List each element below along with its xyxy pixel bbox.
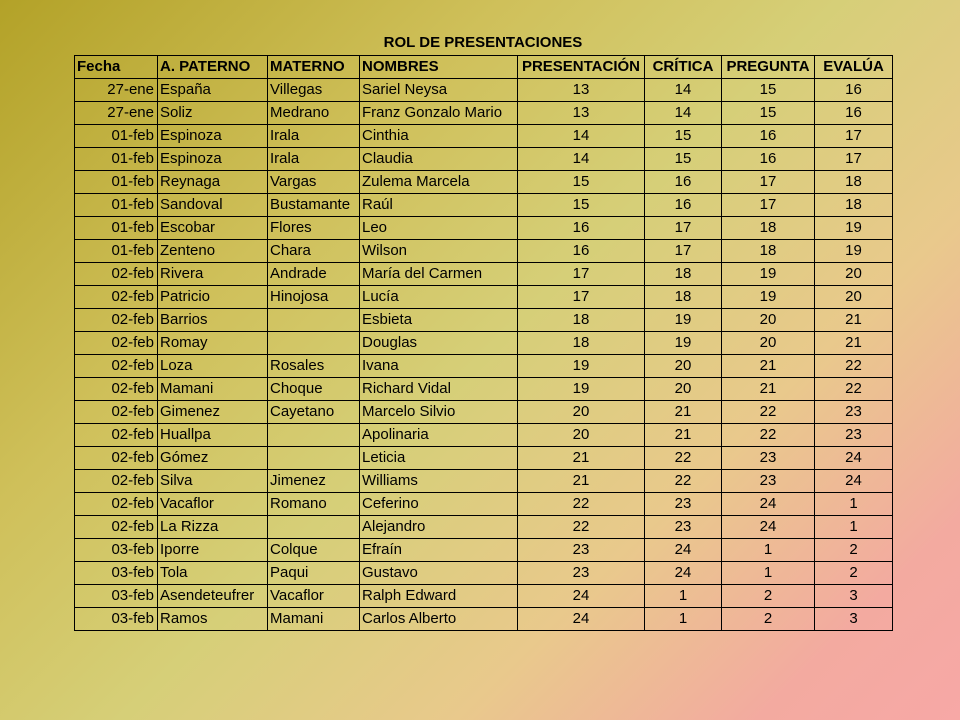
question-cell: 16 — [722, 148, 815, 171]
critique-cell: 17 — [645, 217, 722, 240]
paternal-surname-cell: Escobar — [158, 217, 268, 240]
maternal-surname-cell: Bustamante — [268, 194, 360, 217]
names-cell: Douglas — [360, 332, 518, 355]
date-cell: 01-feb — [75, 125, 158, 148]
maternal-surname-cell: Cayetano — [268, 401, 360, 424]
date-cell: 02-feb — [75, 493, 158, 516]
critique-cell: 21 — [645, 424, 722, 447]
names-cell: Raúl — [360, 194, 518, 217]
table-row — [75, 447, 893, 470]
names-cell: Marcelo Silvio — [360, 401, 518, 424]
table-row — [75, 194, 893, 217]
paternal-surname-cell: Gómez — [158, 447, 268, 470]
table-row — [75, 217, 893, 240]
table-row — [75, 608, 893, 631]
date-cell: 03-feb — [75, 562, 158, 585]
names-cell: Cinthia — [360, 125, 518, 148]
paternal-surname-cell: Espinoza — [158, 125, 268, 148]
evaluates-cell: 22 — [815, 355, 893, 378]
question-cell: 24 — [722, 516, 815, 539]
header-row — [75, 56, 893, 79]
maternal-surname-cell: Paqui — [268, 562, 360, 585]
date-cell: 01-feb — [75, 240, 158, 263]
date-cell: 02-feb — [75, 286, 158, 309]
paternal-surname-cell: Sandoval — [158, 194, 268, 217]
paternal-surname-cell: Silva — [158, 470, 268, 493]
names-cell: Ivana — [360, 355, 518, 378]
presentation-cell: 18 — [518, 332, 645, 355]
maternal-surname-cell: Rosales — [268, 355, 360, 378]
presentation-cell: 14 — [518, 148, 645, 171]
date-cell: 03-feb — [75, 585, 158, 608]
maternal-surname-cell: Vacaflor — [268, 585, 360, 608]
presentation-cell: 21 — [518, 470, 645, 493]
table-row — [75, 148, 893, 171]
critique-cell: 24 — [645, 539, 722, 562]
evaluates-cell: 16 — [815, 102, 893, 125]
date-cell: 03-feb — [75, 539, 158, 562]
critique-cell: 14 — [645, 102, 722, 125]
presentation-cell: 23 — [518, 562, 645, 585]
evaluates-cell: 19 — [815, 217, 893, 240]
paternal-surname-cell: Gimenez — [158, 401, 268, 424]
table-row — [75, 79, 893, 102]
evaluates-cell: 20 — [815, 286, 893, 309]
table-row — [75, 378, 893, 401]
presentation-cell: 20 — [518, 424, 645, 447]
names-cell: Richard Vidal — [360, 378, 518, 401]
date-cell: 01-feb — [75, 217, 158, 240]
paternal-surname-cell: Vacaflor — [158, 493, 268, 516]
date-cell: 01-feb — [75, 194, 158, 217]
maternal-surname-cell — [268, 332, 360, 355]
presentation-cell: 21 — [518, 447, 645, 470]
question-cell: 17 — [722, 171, 815, 194]
critique-cell: 22 — [645, 470, 722, 493]
question-cell: 1 — [722, 562, 815, 585]
question-cell: 23 — [722, 470, 815, 493]
presentation-cell: 13 — [518, 102, 645, 125]
critique-cell: 22 — [645, 447, 722, 470]
names-cell: Claudia — [360, 148, 518, 171]
evaluates-cell: 3 — [815, 608, 893, 631]
critique-cell: 1 — [645, 608, 722, 631]
critique-cell: 17 — [645, 240, 722, 263]
evaluates-cell: 20 — [815, 263, 893, 286]
maternal-surname-cell: Colque — [268, 539, 360, 562]
question-cell: 19 — [722, 263, 815, 286]
question-cell: 20 — [722, 332, 815, 355]
column-header-critica: CRÍTICA — [645, 56, 722, 79]
question-cell: 16 — [722, 125, 815, 148]
maternal-surname-cell: Andrade — [268, 263, 360, 286]
presentation-cell: 17 — [518, 286, 645, 309]
evaluates-cell: 2 — [815, 539, 893, 562]
names-cell: María del Carmen — [360, 263, 518, 286]
paternal-surname-cell: Mamani — [158, 378, 268, 401]
question-cell: 22 — [722, 401, 815, 424]
names-cell: Carlos Alberto — [360, 608, 518, 631]
evaluates-cell: 1 — [815, 493, 893, 516]
date-cell: 03-feb — [75, 608, 158, 631]
evaluates-cell: 17 — [815, 148, 893, 171]
maternal-surname-cell: Villegas — [268, 79, 360, 102]
presentation-cell: 23 — [518, 539, 645, 562]
question-cell: 22 — [722, 424, 815, 447]
column-header-nombres: NOMBRES — [360, 56, 518, 79]
maternal-surname-cell: Vargas — [268, 171, 360, 194]
paternal-surname-cell: Huallpa — [158, 424, 268, 447]
table-row — [75, 102, 893, 125]
maternal-surname-cell — [268, 447, 360, 470]
question-cell: 23 — [722, 447, 815, 470]
column-header-presentacion: PRESENTACIÓN — [518, 56, 645, 79]
column-header-materno: MATERNO — [268, 56, 360, 79]
critique-cell: 19 — [645, 309, 722, 332]
question-cell: 1 — [722, 539, 815, 562]
table-row — [75, 493, 893, 516]
question-cell: 2 — [722, 585, 815, 608]
paternal-surname-cell: Loza — [158, 355, 268, 378]
critique-cell: 14 — [645, 79, 722, 102]
paternal-surname-cell: Iporre — [158, 539, 268, 562]
presentation-cell: 16 — [518, 217, 645, 240]
presentation-cell: 18 — [518, 309, 645, 332]
date-cell: 02-feb — [75, 355, 158, 378]
critique-cell: 20 — [645, 355, 722, 378]
evaluates-cell: 21 — [815, 332, 893, 355]
paternal-surname-cell: Romay — [158, 332, 268, 355]
names-cell: Esbieta — [360, 309, 518, 332]
maternal-surname-cell: Hinojosa — [268, 286, 360, 309]
date-cell: 02-feb — [75, 378, 158, 401]
evaluates-cell: 21 — [815, 309, 893, 332]
maternal-surname-cell: Chara — [268, 240, 360, 263]
critique-cell: 19 — [645, 332, 722, 355]
question-cell: 18 — [722, 240, 815, 263]
paternal-surname-cell: Barrios — [158, 309, 268, 332]
presentation-cell: 15 — [518, 194, 645, 217]
question-cell: 15 — [722, 102, 815, 125]
evaluates-cell: 2 — [815, 562, 893, 585]
evaluates-cell: 3 — [815, 585, 893, 608]
question-cell: 21 — [722, 355, 815, 378]
critique-cell: 15 — [645, 125, 722, 148]
names-cell: Zulema Marcela — [360, 171, 518, 194]
table-row — [75, 355, 893, 378]
critique-cell: 23 — [645, 516, 722, 539]
date-cell: 02-feb — [75, 263, 158, 286]
column-header-evalua: EVALÚA — [815, 56, 893, 79]
paternal-surname-cell: Espinoza — [158, 148, 268, 171]
maternal-surname-cell: Jimenez — [268, 470, 360, 493]
question-cell: 19 — [722, 286, 815, 309]
maternal-surname-cell: Choque — [268, 378, 360, 401]
names-cell: Leo — [360, 217, 518, 240]
names-cell: Efraín — [360, 539, 518, 562]
presentation-cell: 17 — [518, 263, 645, 286]
table-row — [75, 171, 893, 194]
presentation-cell: 13 — [518, 79, 645, 102]
names-cell: Gustavo — [360, 562, 518, 585]
maternal-surname-cell — [268, 424, 360, 447]
names-cell: Alejandro — [360, 516, 518, 539]
presentation-roster-table — [74, 55, 893, 631]
question-cell: 15 — [722, 79, 815, 102]
table-row — [75, 240, 893, 263]
paternal-surname-cell: Rivera — [158, 263, 268, 286]
paternal-surname-cell: Zenteno — [158, 240, 268, 263]
critique-cell: 20 — [645, 378, 722, 401]
maternal-surname-cell — [268, 309, 360, 332]
presentation-cell: 19 — [518, 355, 645, 378]
evaluates-cell: 17 — [815, 125, 893, 148]
critique-cell: 23 — [645, 493, 722, 516]
paternal-surname-cell: España — [158, 79, 268, 102]
maternal-surname-cell: Flores — [268, 217, 360, 240]
names-cell: Lucía — [360, 286, 518, 309]
paternal-surname-cell: Soliz — [158, 102, 268, 125]
evaluates-cell: 24 — [815, 447, 893, 470]
names-cell: Ceferino — [360, 493, 518, 516]
paternal-surname-cell: Asendeteufrer — [158, 585, 268, 608]
presentation-cell: 14 — [518, 125, 645, 148]
evaluates-cell: 16 — [815, 79, 893, 102]
table-row — [75, 562, 893, 585]
date-cell: 27-ene — [75, 79, 158, 102]
paternal-surname-cell: Reynaga — [158, 171, 268, 194]
maternal-surname-cell: Irala — [268, 125, 360, 148]
critique-cell: 24 — [645, 562, 722, 585]
critique-cell: 1 — [645, 585, 722, 608]
critique-cell: 15 — [645, 148, 722, 171]
date-cell: 02-feb — [75, 309, 158, 332]
names-cell: Franz Gonzalo Mario — [360, 102, 518, 125]
table-row — [75, 332, 893, 355]
table-row — [75, 424, 893, 447]
question-cell: 20 — [722, 309, 815, 332]
table-row — [75, 539, 893, 562]
question-cell: 24 — [722, 493, 815, 516]
date-cell: 02-feb — [75, 424, 158, 447]
maternal-surname-cell: Medrano — [268, 102, 360, 125]
presentation-cell: 16 — [518, 240, 645, 263]
date-cell: 02-feb — [75, 470, 158, 493]
table-row — [75, 401, 893, 424]
question-cell: 2 — [722, 608, 815, 631]
presentation-cell: 22 — [518, 493, 645, 516]
column-header-apellido-paterno: A. PATERNO — [158, 56, 268, 79]
paternal-surname-cell: La Rizza — [158, 516, 268, 539]
names-cell: Wilson — [360, 240, 518, 263]
presentation-cell: 15 — [518, 171, 645, 194]
maternal-surname-cell: Mamani — [268, 608, 360, 631]
date-cell: 02-feb — [75, 447, 158, 470]
maternal-surname-cell: Romano — [268, 493, 360, 516]
critique-cell: 18 — [645, 263, 722, 286]
evaluates-cell: 19 — [815, 240, 893, 263]
presentation-cell: 24 — [518, 585, 645, 608]
table-row — [75, 125, 893, 148]
table-title: ROL DE PRESENTACIONES — [383, 34, 583, 51]
table-row — [75, 516, 893, 539]
maternal-surname-cell: Irala — [268, 148, 360, 171]
date-cell: 01-feb — [75, 171, 158, 194]
presentation-cell: 20 — [518, 401, 645, 424]
evaluates-cell: 18 — [815, 194, 893, 217]
presentation-cell: 24 — [518, 608, 645, 631]
table-row — [75, 286, 893, 309]
critique-cell: 21 — [645, 401, 722, 424]
date-cell: 27-ene — [75, 102, 158, 125]
column-header-pregunta: PREGUNTA — [722, 56, 815, 79]
critique-cell: 16 — [645, 194, 722, 217]
table-body — [75, 79, 893, 631]
question-cell: 17 — [722, 194, 815, 217]
names-cell: Ralph Edward — [360, 585, 518, 608]
names-cell: Apolinaria — [360, 424, 518, 447]
evaluates-cell: 24 — [815, 470, 893, 493]
names-cell: Sariel Neysa — [360, 79, 518, 102]
evaluates-cell: 22 — [815, 378, 893, 401]
question-cell: 18 — [722, 217, 815, 240]
date-cell: 02-feb — [75, 516, 158, 539]
maternal-surname-cell — [268, 516, 360, 539]
table-row — [75, 309, 893, 332]
presentation-cell: 22 — [518, 516, 645, 539]
date-cell: 02-feb — [75, 401, 158, 424]
table-row — [75, 585, 893, 608]
date-cell: 01-feb — [75, 148, 158, 171]
names-cell: Leticia — [360, 447, 518, 470]
evaluates-cell: 23 — [815, 401, 893, 424]
column-header-fecha: Fecha — [75, 56, 158, 79]
evaluates-cell: 1 — [815, 516, 893, 539]
question-cell: 21 — [722, 378, 815, 401]
paternal-surname-cell: Ramos — [158, 608, 268, 631]
table-row — [75, 470, 893, 493]
date-cell: 02-feb — [75, 332, 158, 355]
presentation-cell: 19 — [518, 378, 645, 401]
critique-cell: 16 — [645, 171, 722, 194]
evaluates-cell: 23 — [815, 424, 893, 447]
table-row — [75, 263, 893, 286]
names-cell: Williams — [360, 470, 518, 493]
paternal-surname-cell: Tola — [158, 562, 268, 585]
evaluates-cell: 18 — [815, 171, 893, 194]
critique-cell: 18 — [645, 286, 722, 309]
paternal-surname-cell: Patricio — [158, 286, 268, 309]
